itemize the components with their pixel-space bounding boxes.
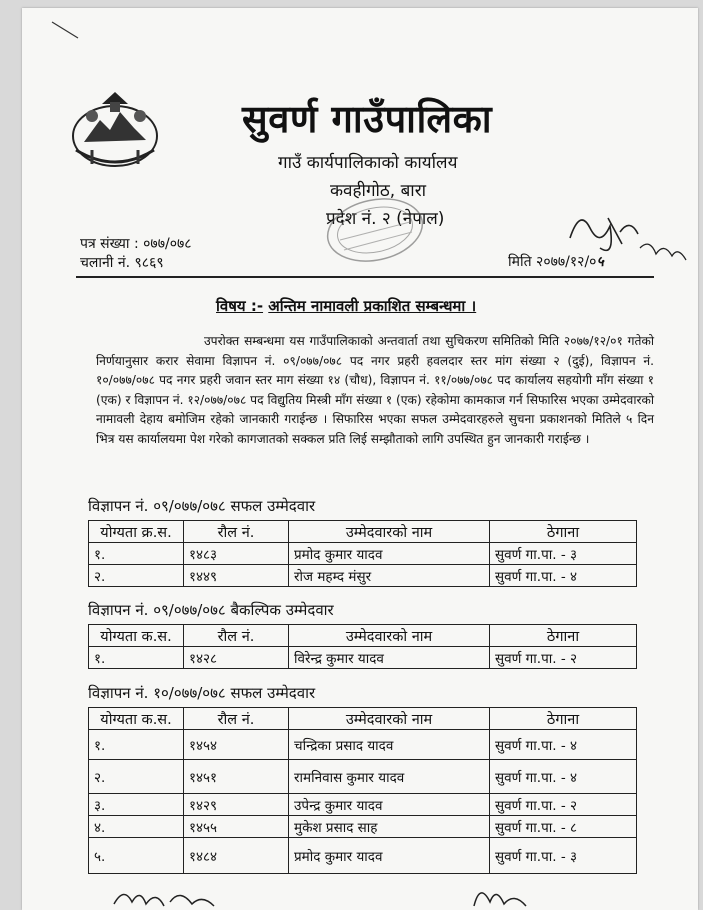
date-handwritten-digit: ५	[596, 254, 604, 270]
table-cell: ३.	[89, 794, 184, 816]
table-row	[89, 760, 637, 794]
column-header: उम्मेदवारको नाम	[289, 521, 490, 543]
table-header-row	[89, 521, 637, 543]
table-cell: १४२९	[184, 794, 289, 816]
table-row	[89, 647, 637, 669]
table-cell: १४८३	[184, 543, 289, 565]
issue-date	[508, 252, 604, 271]
table-cell: सुवर्ण गा.पा. - २	[490, 647, 637, 669]
table-cell: १.	[89, 647, 184, 669]
column-header: योग्यता क.स.	[89, 625, 184, 647]
table-cell: ४.	[89, 816, 184, 838]
column-header: ठेगाना	[490, 625, 637, 647]
column-header: योग्यता क्र.स.	[89, 521, 184, 543]
candidate-table	[88, 520, 637, 587]
table-cell: १४५५	[184, 816, 289, 838]
table-row	[89, 565, 637, 587]
table-cell: प्रमोद कुमार यादव	[289, 838, 490, 874]
date-label: मिति २०७७/१२/०	[508, 254, 597, 270]
table-cell: सुवर्ण गा.पा. - ८	[490, 816, 637, 838]
table-cell: १४५४	[184, 730, 289, 760]
office-address: कवहीगोठ, बारा	[330, 181, 427, 201]
table-cell: चन्द्रिका प्रसाद यादव	[289, 730, 490, 760]
header-divider	[76, 276, 654, 278]
dispatch-number: चलानी नं. ९८६९	[80, 255, 164, 271]
table-cell: रामनिवास कुमार यादव	[289, 760, 490, 794]
table-row	[89, 543, 637, 565]
table-cell: सुवर्ण गा.पा. - ४	[490, 760, 637, 794]
table-row	[89, 794, 637, 816]
table-header-row	[89, 625, 637, 647]
table-cell: प्रमोद कुमार यादव	[289, 543, 490, 565]
body-paragraph: उपरोक्त सम्बन्धमा यस गाउँपालिकाको अन्तवार्ता तथा सुचिकरण समितिको मिति २०७७/१२/०१ गतेको निर्णयानुसार करार सेवामा विज्ञापन नं. ०९/०७७/०७८ पद नगर प्रहरी हवलदार स्तर मांग संख्या २ (दुई), विज्ञापन नं. १०/०७७/०७८ पद नगर प्रहरी जवान स्तर माग संख्या १४ (चौध), विज्ञापन नं. ११/०७७/०७८ पद कार्यालय सहयोगी माँग संख्या १ (एक) र विज्ञापन नं. १२/०७७/०७८ पद विद्युतिय मिस्त्री माँग संख्या १ (एक) रहेकोमा कामकाज गर्न सिफारिस भएका उम्मेदवारको नामावली देहाय बमोजिम रहेको जानकारी गराईन्छ । सिफारिस भएका सफल उम्मेदवारहरुले सुचना प्रकाशनको मितिले ५ दिन भित्र यस कार्यालयमा पेश गरेको कागजातको सक्कल प्रति लिई सम्झौताको लागि उपस्थित हुन जानकारी गराईन्छ ।	[96, 334, 654, 446]
table-cell: १४२८	[184, 647, 289, 669]
column-header: रौल नं.	[184, 625, 289, 647]
table-row	[89, 838, 637, 874]
table-cell: सुवर्ण गा.पा. - ४	[490, 730, 637, 760]
office-stamp	[320, 190, 430, 270]
column-header: ठेगाना	[490, 521, 637, 543]
table-cell: सुवर्ण गा.पा. - २	[490, 794, 637, 816]
table-cell: रोज महम्द मंसुर	[289, 565, 490, 587]
table-cell: सुवर्ण गा.पा. - ४	[490, 565, 637, 587]
table-cell: २.	[89, 760, 184, 794]
table-cell: २.	[89, 565, 184, 587]
table-cell: १.	[89, 543, 184, 565]
table-cell: मुकेश प्रसाद साह	[289, 816, 490, 838]
municipality-title: सुवर्ण गाउँपालिका	[242, 97, 493, 141]
government-emblem-icon	[62, 90, 168, 176]
section-heading: विज्ञापन नं. ०९/०७७/०७८ बैकल्पिक उम्मेदवार	[88, 601, 334, 619]
column-header: उम्मेदवारको नाम	[289, 625, 490, 647]
table-cell: १४५१	[184, 760, 289, 794]
table-cell: उपेन्द्र कुमार यादव	[289, 794, 490, 816]
candidate-table	[88, 624, 637, 669]
column-header: रौल नं.	[184, 521, 289, 543]
column-header: रौल नं.	[184, 708, 289, 730]
table-cell: १४८४	[184, 838, 289, 874]
province-line: प्रदेश नं. २ (नेपाल)	[326, 209, 445, 229]
table-cell: १.	[89, 730, 184, 760]
table-cell: सुवर्ण गा.पा. - ३	[490, 543, 637, 565]
office-name: गाउँ कार्यपालिकाको कार्यालय	[278, 153, 458, 173]
section-heading: विज्ञापन नं. ०९/०७७/०७८ सफल उम्मेदवार	[88, 497, 316, 515]
subject-line	[216, 296, 476, 316]
letter-number: पत्र संख्या : ०७७/०७८	[80, 236, 192, 252]
signature-mark	[470, 878, 540, 910]
pen-mark	[50, 20, 80, 40]
candidate-table	[88, 707, 637, 874]
table-row	[89, 816, 637, 838]
table-cell: विरेन्द्र कुमार यादव	[289, 647, 490, 669]
table-header-row	[89, 708, 637, 730]
signature-mark	[110, 884, 240, 910]
column-header: योग्यता क.स.	[89, 708, 184, 730]
table-cell: १४४९	[184, 565, 289, 587]
subject-text: अन्तिम नामावली प्रकाशित सम्बन्धमा ।	[268, 297, 477, 315]
column-header: ठेगाना	[490, 708, 637, 730]
column-header: उम्मेदवारको नाम	[289, 708, 490, 730]
section-heading: विज्ञापन नं. १०/०७७/०७८ सफल उम्मेदवार	[88, 684, 316, 702]
subject-label: विषय :-	[216, 297, 264, 315]
table-row	[89, 730, 637, 760]
table-cell: ५.	[89, 838, 184, 874]
table-cell: सुवर्ण गा.पा. - ३	[490, 838, 637, 874]
